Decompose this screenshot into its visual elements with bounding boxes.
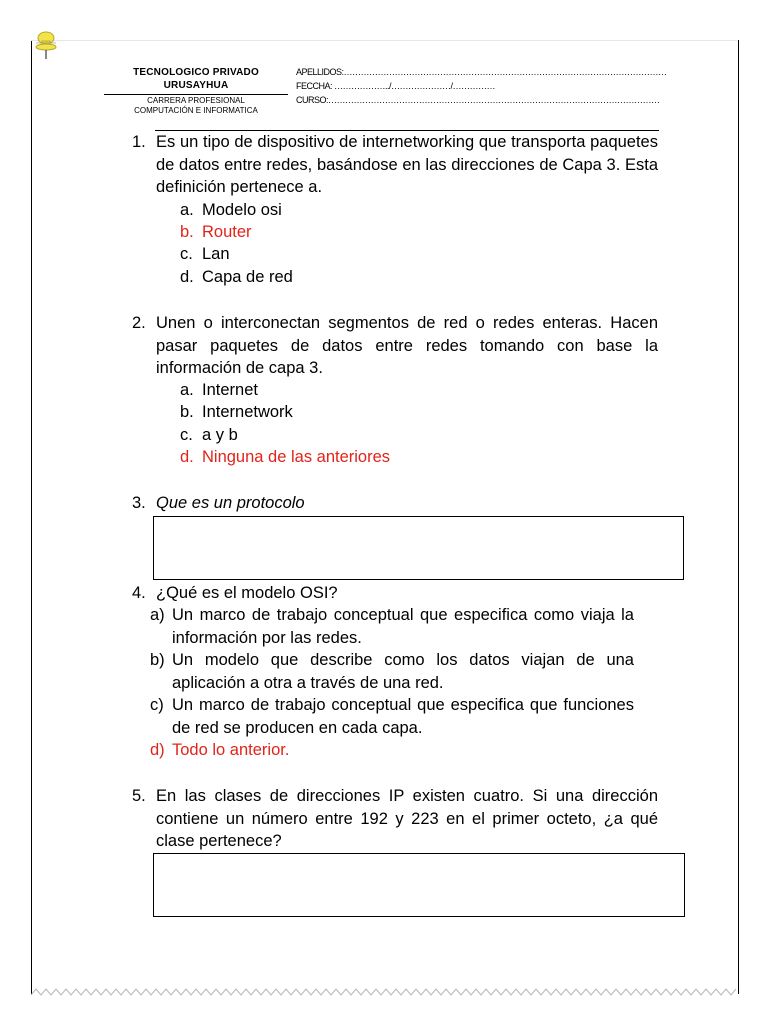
option-4c[interactable]: [150, 694, 634, 739]
option-1c[interactable]: [180, 243, 230, 266]
question-number: 4.: [132, 584, 146, 602]
option-letter: a.: [180, 201, 194, 219]
option-text: Un marco de trabajo conceptual que especifica que funciones de red se producen en cada capa.: [172, 696, 634, 737]
option-letter: d): [150, 741, 165, 759]
option-text: Modelo osi: [202, 201, 282, 219]
apellidos-field[interactable]: APELLIDOS:……………………………………………………………………………………………………: [296, 67, 667, 77]
school-header: [104, 66, 288, 116]
option-text: Un modelo que describe como los datos viajan de una aplicación a otra a través de una red.: [172, 651, 634, 692]
career-line1: CARRERA PROFESIONAL: [147, 96, 245, 105]
option-text: Router: [202, 223, 252, 241]
option-4d[interactable]: [150, 739, 634, 762]
option-1b[interactable]: [180, 221, 252, 244]
option-text: Ninguna de las anteriores: [202, 448, 391, 466]
option-text: Un marco de trabajo conceptual que especifica como viaja la información por las redes.: [172, 606, 634, 647]
option-2a[interactable]: [180, 379, 258, 402]
option-letter: c.: [180, 245, 193, 263]
option-text: Internet: [202, 381, 258, 399]
option-letter: a): [150, 606, 165, 624]
top-edge: [31, 40, 737, 41]
option-text: Internetwork: [202, 403, 293, 421]
question-number: 5.: [132, 787, 146, 805]
question-4: [132, 582, 658, 605]
option-2b[interactable]: [180, 401, 293, 424]
option-letter: b.: [180, 223, 194, 241]
option-letter: c.: [180, 426, 193, 444]
question-3: [132, 492, 658, 515]
question-5: [132, 785, 658, 853]
answer-box-3[interactable]: [153, 516, 684, 580]
option-letter: d.: [180, 448, 194, 466]
option-letter: b): [150, 651, 165, 669]
question-2: [132, 312, 658, 380]
question-number: 3.: [132, 494, 146, 512]
option-letter: a.: [180, 381, 194, 399]
option-text: a y b: [202, 426, 238, 444]
option-letter: c): [150, 696, 164, 714]
question-text: Que es un protocolo: [156, 494, 305, 512]
torn-edge-decoration: [31, 986, 737, 998]
question-text: Unen o interconectan segmentos de red o redes enteras. Hacen pasar paquetes de datos entre redes tomando con base la información de capa 3.: [156, 314, 658, 377]
option-2c[interactable]: [180, 424, 238, 447]
question-number: 2.: [132, 314, 146, 332]
question-text: En las clases de direcciones IP existen cuatro. Si una dirección contiene un número entre 192 y 223 en el primer octeto, ¿a qué clase pertenece?: [156, 787, 658, 850]
option-1a[interactable]: [180, 199, 282, 222]
option-text: Todo lo anterior.: [172, 741, 290, 759]
question-text: ¿Qué es el modelo OSI?: [156, 584, 338, 602]
option-1d[interactable]: [180, 266, 293, 289]
option-text: Lan: [202, 245, 230, 263]
question-number: 1.: [132, 133, 146, 151]
header-divider: [104, 94, 288, 95]
option-letter: b.: [180, 403, 194, 421]
curso-field[interactable]: CURSO:………………………………………………………………………………………………………: [296, 95, 660, 105]
option-text: Capa de red: [202, 268, 293, 286]
career-line2: COMPUTACIÓN E INFORMATICA: [134, 106, 258, 115]
pushpin-icon: [34, 30, 60, 60]
student-fields: [296, 65, 692, 107]
option-letter: d.: [180, 268, 194, 286]
option-4b[interactable]: [150, 649, 634, 694]
question-text: Es un tipo de dispositivo de internetworking que transporta paquetes de datos entre redes, basándose en las direcciones de Capa 3. Esta definición pertenece a.: [156, 133, 658, 196]
school-name-line2: URUSAYHUA: [163, 80, 229, 91]
school-name-line1: TECNOLOGICO PRIVADO: [133, 67, 259, 78]
option-2d[interactable]: [180, 446, 390, 469]
question-1: [132, 131, 658, 199]
fecha-field[interactable]: FECCHA: ………………../…………………/……………: [296, 81, 496, 91]
answer-box-5[interactable]: [153, 853, 685, 917]
option-4a[interactable]: [150, 604, 634, 649]
